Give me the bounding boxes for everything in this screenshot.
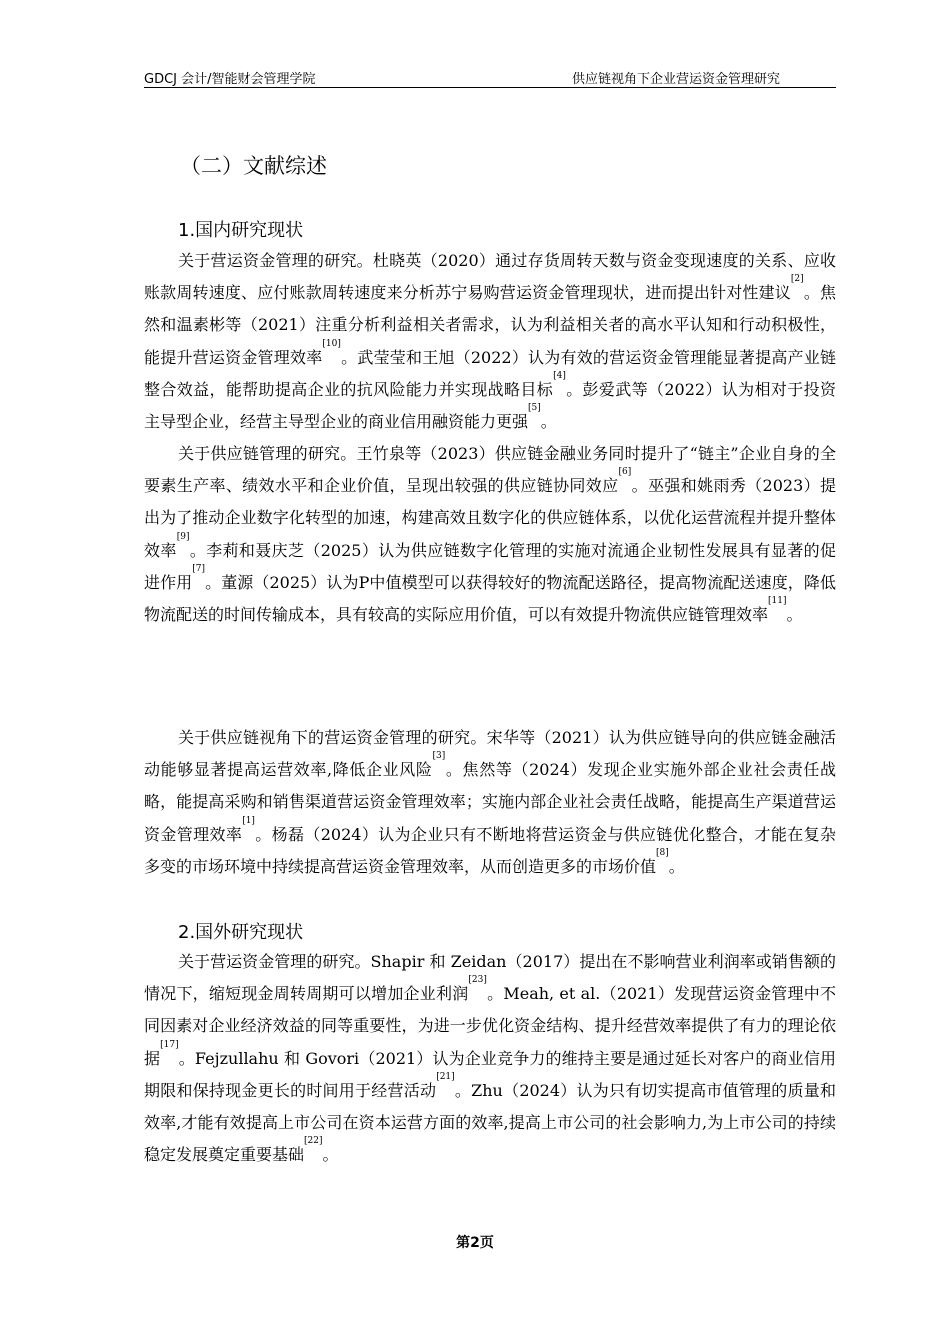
text-run: 。焦然和温素彬等（2021）注重分析利益相关者需求，认为利益相关者的高水平认知和行动积极性，能提升营运资金管理效率 (144, 283, 836, 367)
paragraph-working-capital-domestic (144, 245, 836, 438)
text-run: 。 (786, 605, 803, 625)
header-left: GDCJ 会计/智能财会管理学院 (144, 72, 316, 87)
text-run: 关于营运资金管理的研究。杜晓英（2020）通过存货周转天数与资金变现速度的关系、应收账款周转速度、应付账款周转速度来分析苏宁易购营运资金管理现状，进而提出针对性建议 (144, 251, 836, 303)
text-run: 。 (540, 412, 557, 432)
text-run: 。Fejzullahu 和 Govori（2021）认为企业竞争力的维持主要是通过延长对客户的商业信用期限和保持现金更长的时间用于经营活动 (144, 1048, 836, 1100)
text-run: 。巫强和姚雨秀（2023）提出为了推动企业数字化转型的加速，构建高效且数字化的供应链体系，以优化运营流程并提升整体效率 (144, 476, 836, 560)
citation: [5] (528, 403, 541, 414)
subsection-title-foreign: 2.国外研究现状 (178, 922, 304, 943)
section-title: （二）文献综述 (180, 154, 327, 178)
text-run: 。 (668, 856, 685, 876)
header-right: 供应链视角下企业营运资金管理研究 (571, 72, 780, 87)
citation: [4] (553, 370, 566, 381)
citation: [23] (468, 975, 487, 986)
page-header (144, 68, 836, 88)
paragraph-supply-chain (144, 438, 836, 631)
citation: [7] (192, 563, 206, 574)
citation: [10] (322, 338, 341, 349)
citation: [1] (242, 815, 255, 826)
citation: [11] (768, 596, 787, 607)
citation: [8] (656, 847, 669, 858)
citation: [9] (176, 531, 190, 542)
subsection-title-domestic: 1.国内研究现状 (178, 220, 304, 241)
text-run: 关于营运资金管理的研究。Shapir 和 Zeidan（2017）提出在不影响营业利润率或销售额的情况下，缩短现金周转周期可以增加企业利润 (144, 952, 836, 1004)
paragraph-working-capital-foreign (144, 946, 836, 1171)
text-run: 关于供应链管理的研究。王竹泉等（2023）供应链金融业务同时提升了“链主”企业自身的全要素生产率、绩效水平和企业价值，呈现出较强的供应链协同效应 (144, 444, 836, 496)
citation: [17] (160, 1039, 179, 1050)
page-number: 第2页 (456, 1235, 494, 1251)
text-run: 。李莉和聂庆芝（2025）认为供应链数字化管理的实施对流通企业韧性发展具有显著的促进作用 (144, 540, 836, 592)
text-run: 。董源（2025）认为P中值模型可以获得较好的物流配送路径，提高物流配送速度，降低物流配送的时间传输成本，具有较高的实际应用价值，可以有效提升物流供应链管理效率 (144, 572, 836, 625)
citation: [2] (790, 274, 804, 285)
citation: [6] (618, 467, 632, 478)
text-run: 。彭爱武等（2022）认为相对于投资主导型企业，经营主导型企业的商业信用融资能力更强 (144, 379, 836, 432)
text-run: 。武莹莹和王旭（2022）认为有效的营运资金管理能显著提高产业链整合效益，能帮助提高企业的抗风险能力并实现战略目标 (144, 347, 836, 399)
paragraph-supply-chain-working-capital (144, 722, 836, 883)
citation: [3] (432, 751, 446, 762)
citation: [21] (436, 1071, 455, 1082)
text-run: 。 (322, 1145, 339, 1165)
text-run: 。Zhu（2024）认为只有切实提高市值管理的质量和效率,才能有效提高上市公司在资本运营方面的效率,提高上市公司的社会影响力,为上市公司的持续稳定发展奠定重要基础 (144, 1080, 836, 1165)
text-run: 。焦然等（2024）发现企业实施外部企业社会责任战略，能提高采购和销售渠道营运资金管理效率；实施内部企业社会责任战略，能提高生产渠道营运资金管理效率 (144, 760, 836, 844)
text-run: 关于供应链视角下的营运资金管理的研究。宋华等（2021）认为供应链导向的供应链金融活动能够显著提高运营效率,降低企业风险 (144, 728, 836, 780)
citation: [22] (304, 1136, 323, 1147)
text-run: 。Meah, et al.（2021）发现营运资金管理中不同因素对企业经济效益的同等重要性，为进一步优化资金结构、提升经营效率提供了有力的理论依据 (144, 984, 836, 1068)
text-run: 。杨磊（2024）认为企业只有不断地将营运资金与供应链优化整合，才能在复杂多变的市场环境中持续提高营运资金管理效率，从而创造更多的市场价值 (144, 824, 836, 876)
